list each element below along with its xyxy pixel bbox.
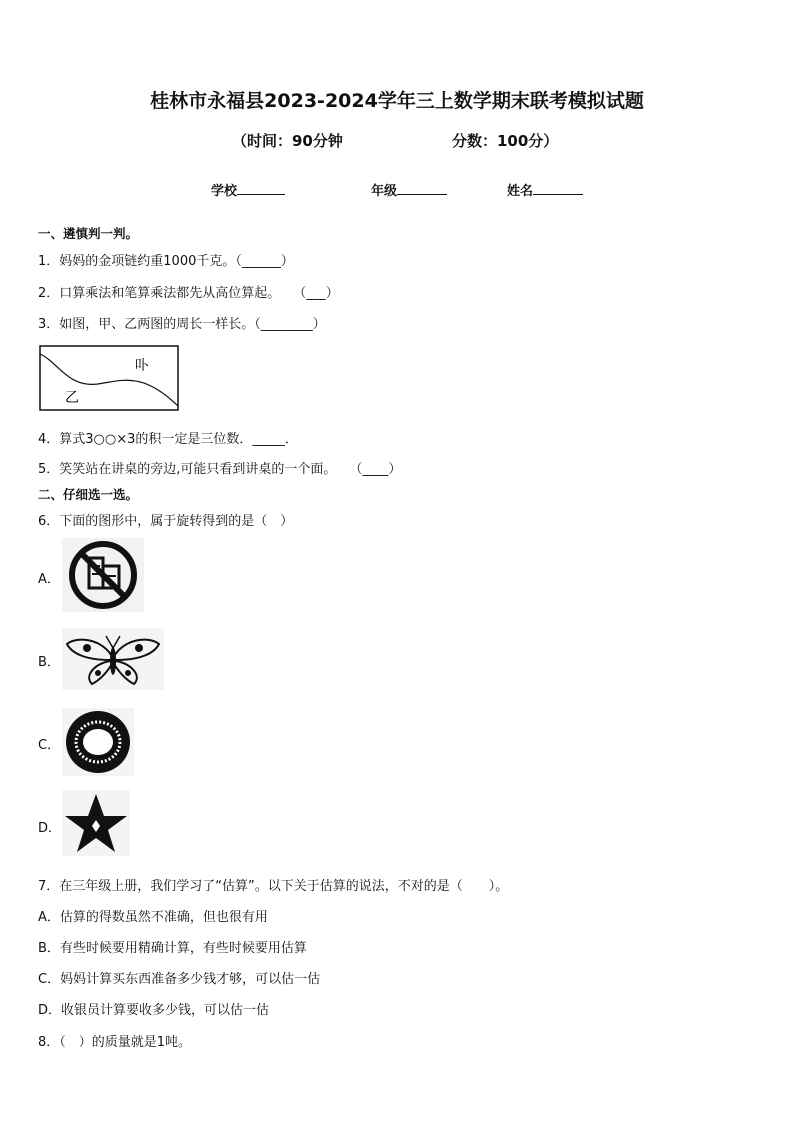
q6-option-d-label: D． bbox=[38, 821, 62, 836]
question-3: 3．如图，甲、乙两图的周长一样长。（________） bbox=[38, 317, 326, 332]
q7-option-a: A．估算的得数虽然不准确，但也很有用 bbox=[38, 910, 268, 925]
q6-option-c-label: C． bbox=[38, 738, 61, 753]
exam-score: 分数：100分） bbox=[452, 132, 559, 150]
figure-label-jia: 卟 bbox=[135, 358, 149, 374]
q6-option-a-label: A． bbox=[38, 572, 60, 587]
figure-curve bbox=[40, 354, 178, 406]
question-4: 4．算式3○○×3的积一定是三位数．_____． bbox=[38, 432, 298, 447]
no-book-icon bbox=[62, 538, 144, 612]
grade-label: 年级 bbox=[371, 184, 398, 199]
butterfly-icon bbox=[62, 628, 164, 690]
q6-option-b-label: B． bbox=[38, 655, 60, 670]
name-blank[interactable] bbox=[533, 182, 583, 195]
section2-heading: 二、仔细选一选。 bbox=[38, 487, 139, 502]
question-5: 5．笑笑站在讲桌的旁边,可能只看到讲桌的一个面。 （____） bbox=[38, 462, 402, 477]
school-field bbox=[211, 180, 285, 199]
q7-option-d: D．收银员计算要收多少钱，可以估一估 bbox=[38, 1003, 270, 1018]
perimeter-figure bbox=[38, 344, 180, 412]
star-icon bbox=[62, 790, 130, 856]
question-8: 8．（ ）的质量就是1吨。 bbox=[38, 1035, 192, 1050]
exam-time: （时间：90分钟 bbox=[232, 132, 343, 150]
question-6: 6．下面的图形中，属于旋转得到的是（ ） bbox=[38, 514, 294, 529]
name-field bbox=[507, 180, 583, 199]
ring-icon bbox=[62, 708, 134, 776]
q7-option-c: C．妈妈计算买东西准备多少钱才够，可以估一估 bbox=[38, 972, 321, 987]
figure-rectangle bbox=[40, 346, 178, 410]
section1-heading: 一、遴慎判一判。 bbox=[38, 226, 139, 241]
question-2: 2．口算乘法和笔算乘法都先从高位算起。 （___） bbox=[38, 286, 339, 301]
figure-label-yi: 乙 bbox=[65, 390, 79, 406]
grade-blank[interactable] bbox=[397, 182, 447, 195]
name-label: 姓名 bbox=[507, 184, 534, 199]
question-7: 7．在三年级上册，我们学习了“估算”。以下关于估算的说法，不对的是（ ）。 bbox=[38, 879, 509, 894]
page-title: 桂林市永福县2023-2024学年三上数学期末联考模拟试题 bbox=[150, 90, 644, 112]
grade-field bbox=[371, 180, 447, 199]
school-label: 学校 bbox=[211, 184, 238, 199]
school-blank[interactable] bbox=[237, 182, 285, 195]
question-1: 1．妈妈的金项链约重1000千克。（______） bbox=[38, 254, 294, 269]
q7-option-b: B．有些时候要用精确计算，有些时候要用估算 bbox=[38, 941, 307, 956]
